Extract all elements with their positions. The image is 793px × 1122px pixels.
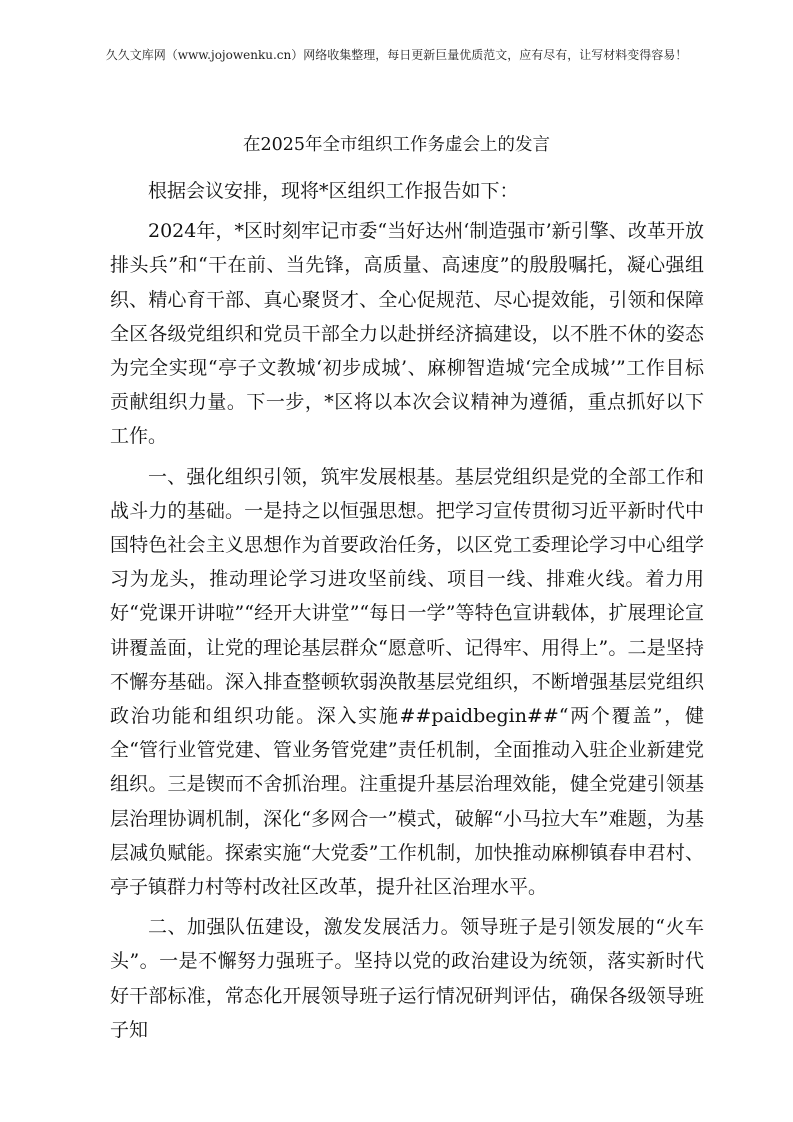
document-title: 在2025年全市组织工作务虚会上的发言 xyxy=(242,135,551,155)
document-body xyxy=(110,174,704,1053)
paragraph-section-1: 一、强化组织引领，筑牢发展根基。基层党组织是党的全部工作和战斗力的基础。一是持之以恒强思想。把学习宣传贯彻习近平新时代中国特色社会主义思想作为首要政治任务，以区党工委理论学习中心组学习为龙头，推动理论学习进攻坚前线、项目一线、排难火线。着力用好“党课开讲啦”“经开大讲堂”“每日一学”等特色宣讲载体，扩展理论宣讲覆盖面，让党的理论基层群众“愿意听、记得牢、用得上”。二是坚持不懈夯基础。深入排查整顿软弱涣散基层党组织，不断增强基层党组织政治功能和组织功能。深入实施##paidbegin##“两个覆盖”，健全“管行业管党建、管业务管党建”责任机制，全面推动入驻企业新建党组织。三是锲而不舍抓治理。注重提升基层治理效能，健全党建引领基层治理协调机制，深化“多网合一”模式，破解“小马拉大车”难题，为基层减负赋能。探索实施“大党委”工作机制，加快推动麻柳镇春申君村、亭子镇群力村等村改社区改革，提升社区治理水平。 xyxy=(110,465,704,899)
paragraph-section-2: 二、加强队伍建设，激发发展活力。领导班子是引领发展的“火车头”。一是不懈努力强班子。坚持以党的政治建设为统领，落实新时代好干部标准，常态化开展领导班子运行情况研判评估，确保各级领导班子知 xyxy=(110,916,704,1041)
paragraph-intro: 根据会议安排，现将*区组织工作报告如下： xyxy=(148,180,519,202)
paragraph-summary: 2024年，*区时刻牢记市委“当好达州‘制造强市’新引擎、改革开放排头兵”和“干在前、当先锋，高质量、高速度”的殷殷嘱托，凝心强组织、精心育干部、真心聚贤才、全心促规范、尽心提效能，引领和保障全区各级党组织和党员干部全力以赴拼经济搞建设，以不胜不休的姿态为完全实现“亭子文教城‘初步成城’、麻柳智造城‘完全成城’”工作目标贡献组织力量。下一步，*区将以本次会议精神为遵循，重点抓好以下工作。 xyxy=(110,220,704,448)
page-header: 久久文库网（www.jojowenku.cn）网络收集整理，每日更新巨量优质范文，应有尽有，让写材料变得容易！ xyxy=(105,48,688,62)
